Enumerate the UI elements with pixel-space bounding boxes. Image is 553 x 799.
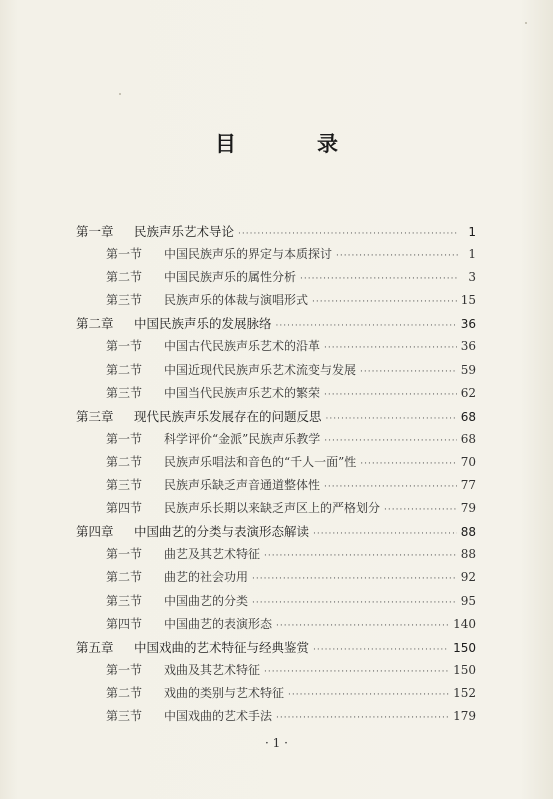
dot-leader: [324, 436, 456, 446]
toc-section-entry: [76, 707, 476, 730]
toc-section-entry: [76, 592, 476, 615]
section-number: 第三节: [106, 293, 143, 308]
section-title: 曲艺的社会功用: [164, 570, 249, 585]
section-title: 中国当代民族声乐艺术的繁荣: [164, 385, 321, 400]
dot-leader: [324, 390, 457, 400]
toc-page-number: 59: [460, 362, 476, 377]
dot-leader: [238, 229, 458, 239]
chapter-number: 第二章: [76, 316, 114, 332]
section-number: 第二节: [106, 685, 143, 700]
toc-page-number: 179: [453, 708, 476, 723]
toc-page-number: 88: [460, 525, 476, 540]
toc-section-entry: [76, 268, 476, 291]
section-title: 中国曲艺的表演形态: [164, 616, 273, 631]
toc-section-entry: [76, 568, 476, 591]
toc-page-number: 70: [460, 454, 476, 469]
toc-page-number: 3: [468, 270, 476, 285]
dot-leader: [300, 274, 458, 284]
toc-page-number: 68: [460, 431, 476, 446]
dot-leader: [313, 529, 457, 539]
toc-section-entry: [76, 684, 476, 707]
dot-leader: [324, 343, 457, 353]
dot-leader: [264, 551, 457, 561]
section-title: 科学评价“金派”民族声乐教学: [164, 431, 321, 446]
section-number: 第三节: [106, 385, 143, 400]
toc-page-number: 88: [460, 547, 476, 562]
chapter-number: 第四章: [76, 524, 114, 540]
chapter-title: 民族声乐艺术导论: [134, 224, 235, 239]
toc-page-number: 1: [468, 225, 476, 239]
toc-chapter-entry: [76, 222, 476, 245]
toc-page-number: 62: [460, 385, 476, 400]
toc-page-number: 36: [460, 317, 476, 332]
paper-speck: [119, 93, 121, 95]
section-title: 民族声乐的体裁与演唱形式: [164, 293, 309, 308]
chapter-title: 中国民族声乐的发展脉络: [134, 316, 272, 332]
toc-section-entry: [76, 384, 476, 407]
section-title: 戏曲的类别与艺术特征: [164, 685, 285, 700]
chapter-title: 中国曲艺的分类与表演形态解读: [134, 524, 310, 540]
toc-chapter-entry: [76, 314, 476, 337]
dot-leader: [252, 598, 457, 608]
dot-leader: [252, 574, 457, 584]
chapter-title: 现代民族声乐发展存在的问题反思: [134, 408, 322, 424]
section-number: 第一节: [106, 339, 143, 354]
chapter-number: 第一章: [76, 224, 114, 239]
toc-page-number: 36: [460, 339, 476, 354]
page-number: · 1 ·: [265, 736, 288, 750]
section-number: 第二节: [106, 362, 143, 377]
toc-section-entry: [76, 430, 476, 453]
chapter-number: 第三章: [76, 408, 114, 424]
toc-page-number: 92: [460, 570, 476, 585]
page-title: 目 录: [215, 132, 368, 156]
toc-page-number: 15: [460, 293, 476, 308]
section-number: 第一节: [106, 662, 143, 677]
section-number: 第二节: [106, 270, 143, 285]
chapter-number: 第五章: [76, 639, 114, 655]
toc-page-number: 140: [453, 616, 476, 631]
toc-section-entry: [76, 361, 476, 384]
section-title: 中国曲艺的分类: [164, 593, 249, 608]
dot-leader: [276, 321, 457, 331]
toc-section-entry: [76, 545, 476, 568]
dot-leader: [324, 482, 457, 492]
toc-page-number: 95: [460, 593, 476, 608]
dot-leader: [288, 690, 449, 700]
section-number: 第四节: [106, 501, 143, 516]
section-number: 第三节: [106, 478, 143, 493]
section-number: 第二节: [106, 454, 143, 469]
chapter-title: 中国戏曲的艺术特征与经典鉴赏: [134, 639, 310, 655]
toc-page-number: 68: [460, 409, 476, 424]
section-title: 中国戏曲的艺术手法: [164, 708, 273, 723]
toc-page-number: 79: [460, 501, 476, 516]
toc-page-number: 152: [453, 685, 476, 700]
section-number: 第二节: [106, 570, 143, 585]
toc-chapter-entry: [76, 407, 476, 430]
toc-page-number: 77: [460, 478, 476, 493]
toc-section-entry: [76, 337, 476, 360]
section-number: 第四节: [106, 616, 143, 631]
section-number: 第一节: [106, 431, 143, 446]
toc-section-entry: [76, 615, 476, 638]
paper-speck: [525, 22, 527, 24]
toc-page-number: 1: [468, 247, 476, 262]
dot-leader: [326, 414, 457, 424]
section-number: 第一节: [106, 247, 143, 262]
section-title: 中国民族声乐的属性分析: [164, 270, 297, 285]
dot-leader: [384, 505, 457, 515]
toc-page-number: 150: [453, 640, 476, 655]
dot-leader: [336, 251, 458, 261]
dot-leader: [276, 621, 449, 631]
toc-page-number: 150: [453, 662, 476, 677]
dot-leader: [360, 367, 457, 377]
section-number: 第三节: [106, 708, 143, 723]
dot-leader: [313, 645, 449, 655]
section-number: 第一节: [106, 547, 143, 562]
section-title: 戏曲及其艺术特征: [164, 662, 261, 677]
table-of-contents: [76, 222, 476, 730]
section-title: 民族声乐缺乏声音通道整体性: [164, 478, 321, 493]
section-title: 民族声乐唱法和音色的“千人一面”性: [164, 454, 357, 469]
toc-section-entry: [76, 291, 476, 314]
section-title: 中国近现代民族声乐艺术流变与发展: [164, 362, 357, 377]
toc-section-entry: [76, 245, 476, 268]
toc-chapter-entry: [76, 522, 476, 545]
dot-leader: [360, 459, 456, 469]
section-title: 曲艺及其艺术特征: [164, 547, 261, 562]
section-title: 中国民族声乐的界定与本质探讨: [164, 247, 333, 262]
dot-leader: [276, 713, 449, 723]
section-title: 中国古代民族声乐艺术的沿革: [164, 339, 321, 354]
dot-leader: [264, 667, 449, 677]
toc-section-entry: [76, 476, 476, 499]
section-title: 民族声乐长期以来缺乏声区上的严格划分: [164, 501, 381, 516]
toc-section-entry: [76, 499, 476, 522]
toc-section-entry: [76, 453, 476, 476]
dot-leader: [312, 297, 457, 307]
toc-section-entry: [76, 661, 476, 684]
toc-chapter-entry: [76, 638, 476, 661]
section-number: 第三节: [106, 593, 143, 608]
